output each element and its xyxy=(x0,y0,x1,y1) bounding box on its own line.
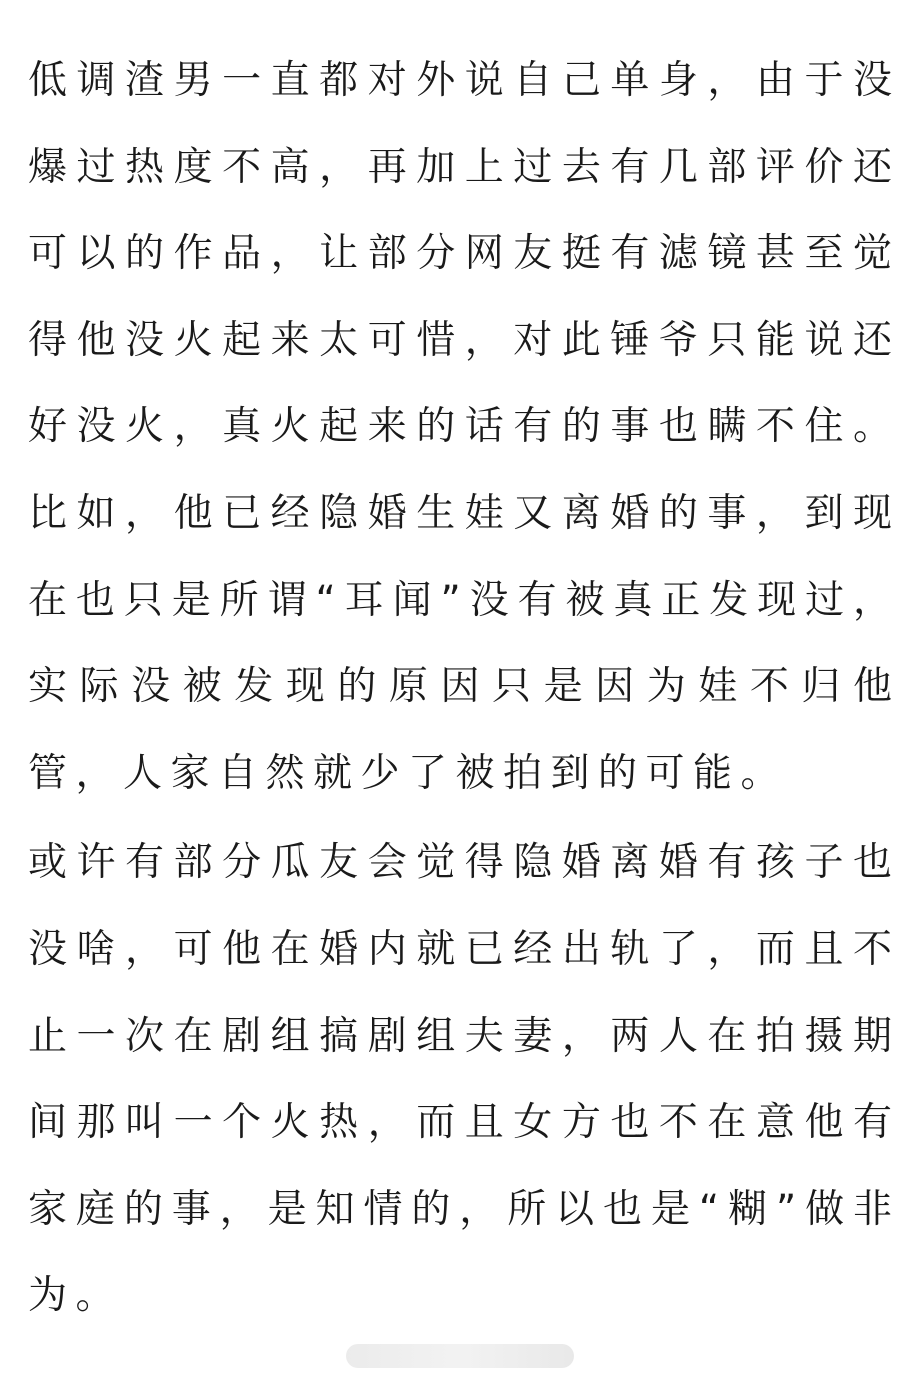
blurred-watermark xyxy=(346,1344,574,1368)
article-body xyxy=(28,38,892,1340)
paragraph-3 xyxy=(28,820,892,1340)
text-line: 实际没被发现的原因只是因为娃不归他 xyxy=(28,664,892,710)
text-line: 家庭的事，是知情的，所以也是“糊”做非 xyxy=(28,1186,892,1232)
text-line: 间那叫一个火热，而且女方也不在意他有 xyxy=(28,1100,892,1146)
text-line: 在也只是所谓“耳闻”没有被真正发现过， xyxy=(28,577,892,623)
text-line: 管，人家自然就少了被拍到的可能。 xyxy=(28,750,789,796)
text-line: 为。 xyxy=(28,1273,124,1319)
paragraph-2 xyxy=(28,471,892,817)
text-line: 比如，他已经隐婚生娃又离婚的事，到现 xyxy=(28,490,892,536)
paragraph-1 xyxy=(28,38,892,471)
text-line: 爆过热度不高，再加上过去有几部评价还 xyxy=(28,144,892,190)
text-line: 得他没火起来太可惜，对此锤爷只能说还 xyxy=(28,317,892,363)
text-line: 低调渣男一直都对外说自己单身，由于没 xyxy=(28,58,892,103)
text-line: 或许有部分瓜友会觉得隐婚离婚有孩子也 xyxy=(28,840,892,886)
text-line: 止一次在剧组搞剧组夫妻，两人在拍摄期 xyxy=(28,1013,892,1059)
text-line: 没啥，可他在婚内就已经出轨了，而且不 xyxy=(28,926,892,972)
text-line: 好没火，真火起来的话有的事也瞒不住。 xyxy=(28,404,892,450)
text-line: 可以的作品，让部分网友挺有滤镜甚至觉 xyxy=(28,231,892,277)
